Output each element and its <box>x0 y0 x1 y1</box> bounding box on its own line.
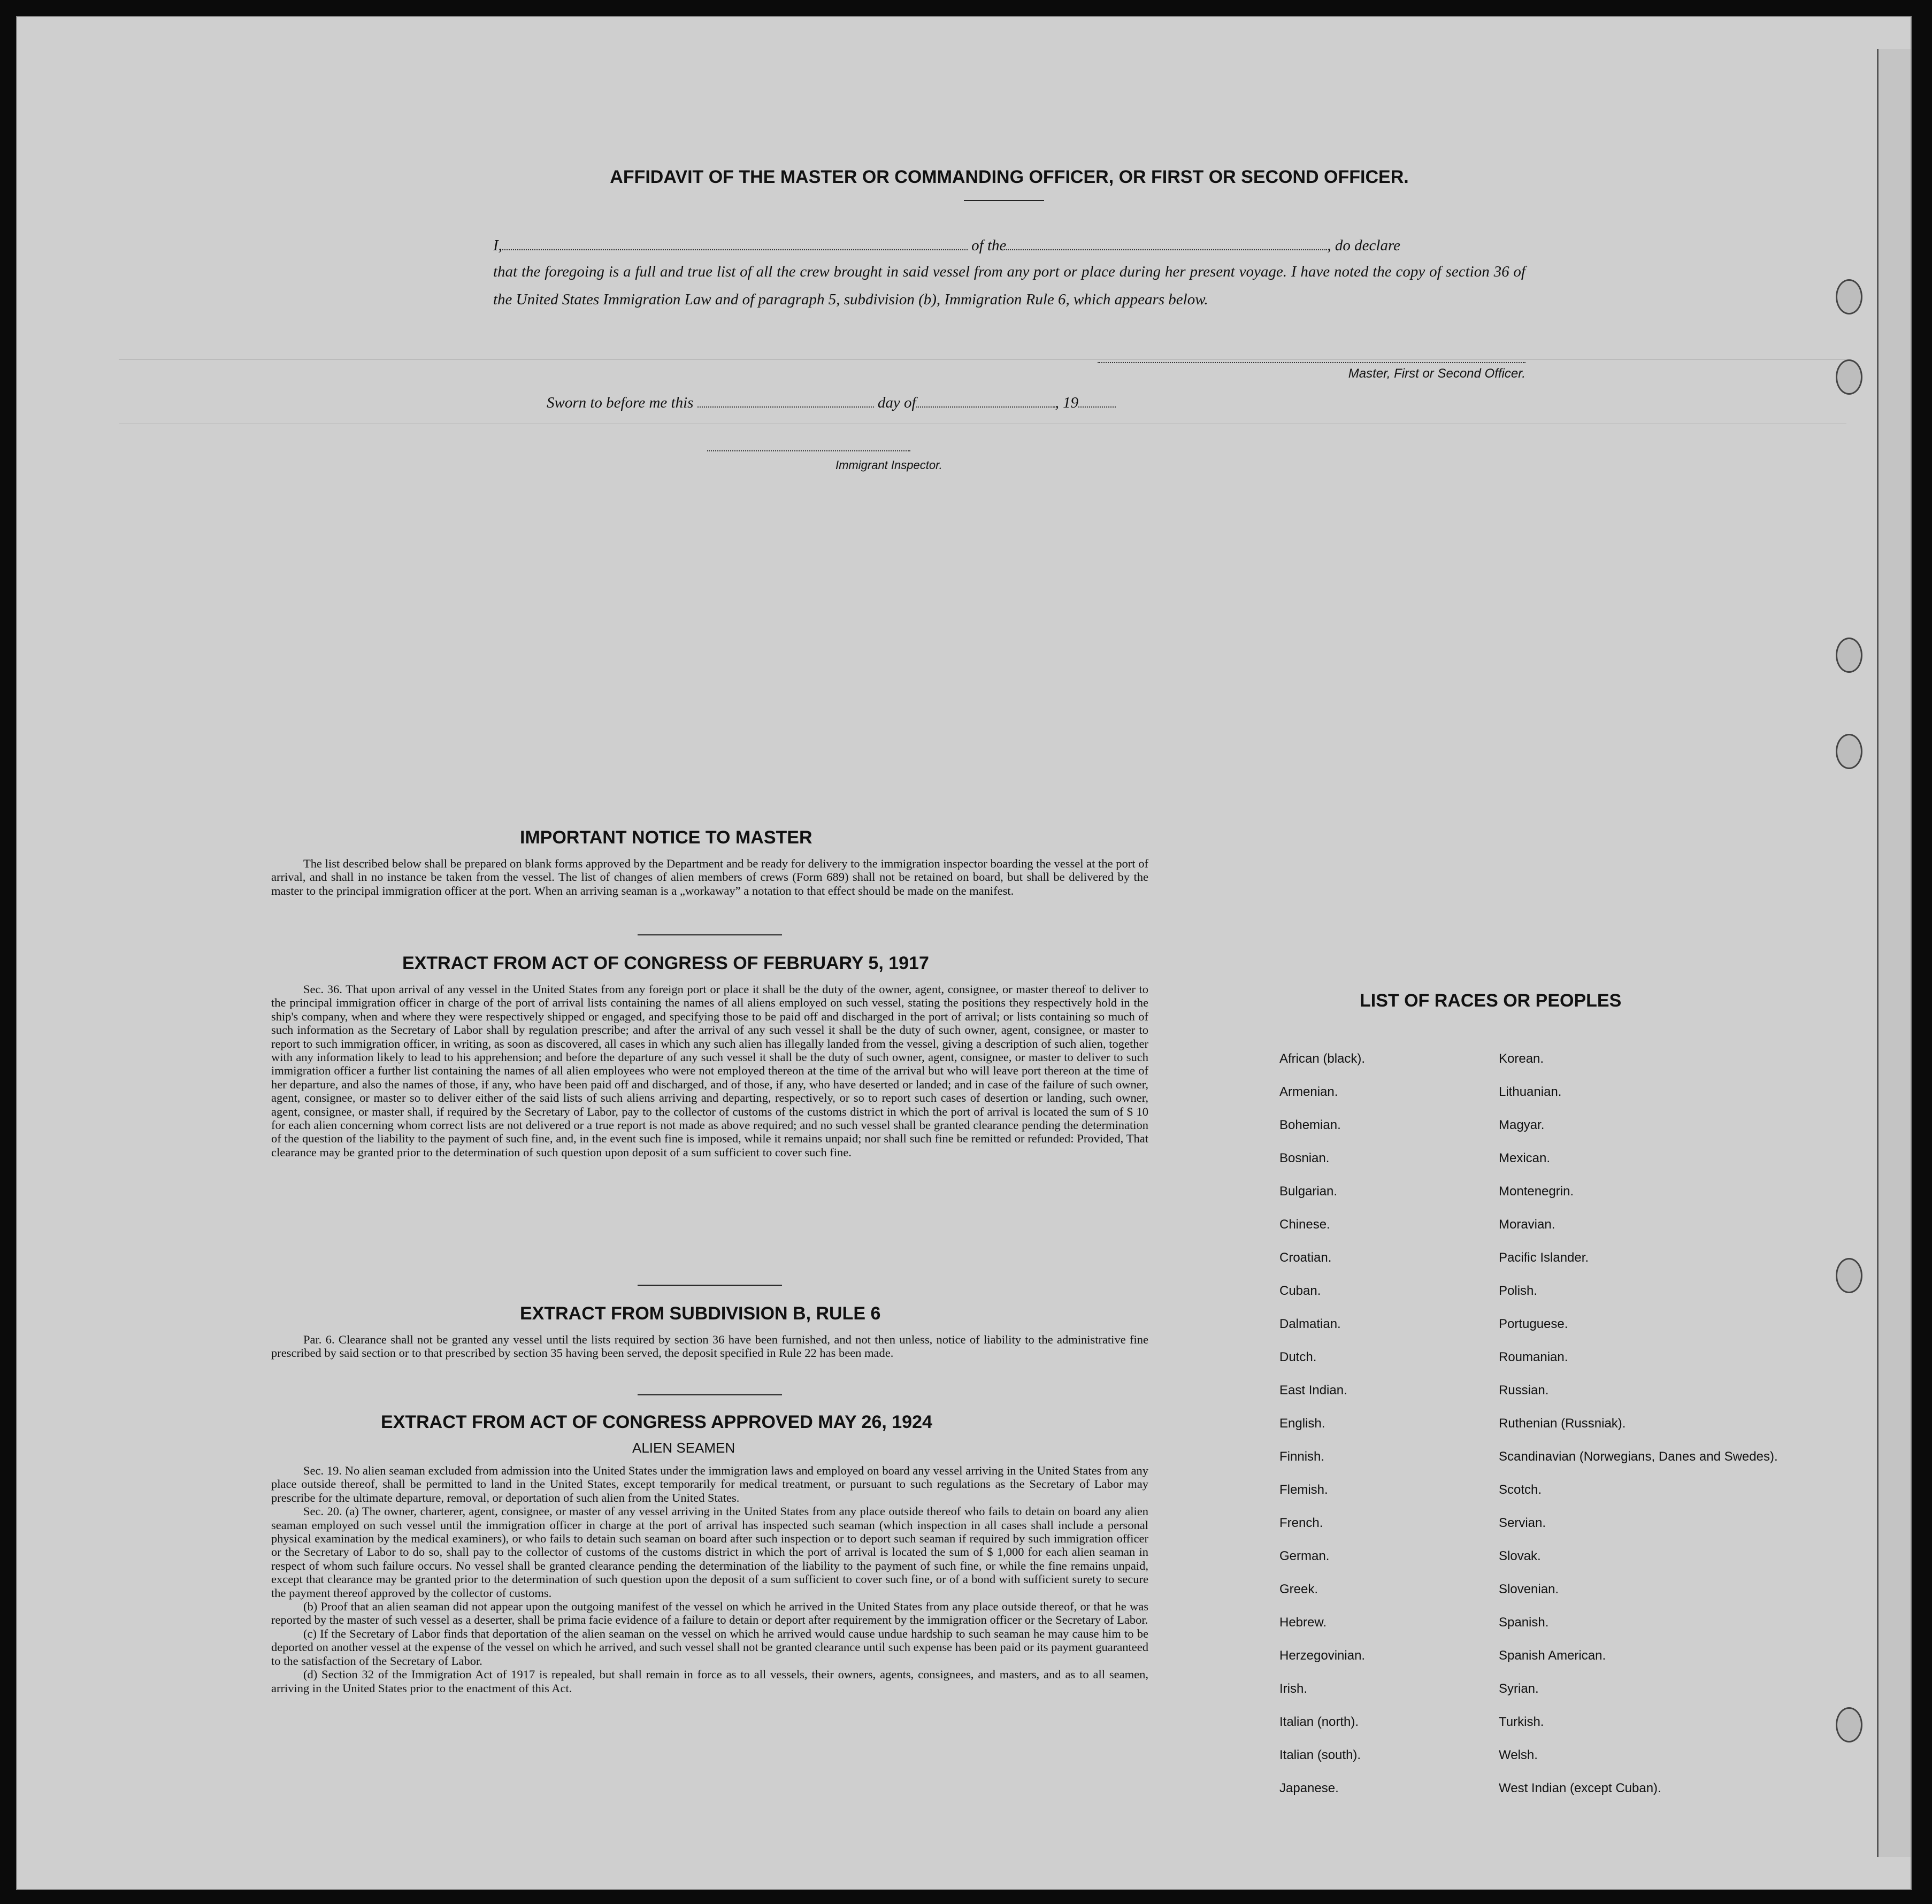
race-item: Hebrew. <box>1279 1615 1327 1630</box>
page-edge <box>1877 49 1911 1857</box>
section-rule <box>638 934 782 935</box>
sworn-year-blank[interactable] <box>1078 395 1116 408</box>
ghost-rule <box>119 359 1846 360</box>
title-rule <box>964 200 1044 201</box>
race-item: Mexican. <box>1499 1151 1551 1165</box>
rule-6-body <box>271 1333 1148 1360</box>
races-right-column <box>1499 1052 1778 1815</box>
race-item: Moravian. <box>1499 1217 1555 1232</box>
inspector-label: Immigrant Inspector. <box>835 458 942 472</box>
race-item: French. <box>1279 1516 1323 1530</box>
declaration-of-the: of the <box>971 237 1007 254</box>
declaration-do-declare: , do declare <box>1327 237 1401 254</box>
sworn-month-blank[interactable] <box>916 395 1055 408</box>
sec-19-paragraph: Sec. 19. No alien seaman excluded from admission into the United States under the immigration laws and employed on board any vessel arriving in the United States from any place outside thereof, shall be permitted to land in the United States, except temporarily for medical treatment, or pursuant to such regulations as the Secretary of Labor may prescribe for the ultimate departure, removal, or deportation of such alien from the United States. <box>271 1464 1148 1504</box>
sec-20a-paragraph: Sec. 20. (a) The owner, charterer, agent, consignee, or master of any vessel arriving in the United States from any place outside thereof who fails to detain on board any alien seaman employed on such vessel until the immigration officer in charge at the port of arrival has inspected such seaman (which inspection in all cases shall include a personal physical examination by the medical examiners), or who fails to detain such seaman on board after such inspection or to deport such seaman if required by such immigration officer or the Secretary of Labor to do so, shall pay to the collector of customs of the customs district in which the port of arrival is located the sum of $ 1,000 for each alien seaman in respect of whom such failure occurs. No vessel shall be granted clearance pending the determination of the liability to the payment of such fine, or while the fine remains unpaid, except that clearance may be granted prior to the determination of such question upon the deposit of a sum sufficient to cover such fine, or of a bond with sufficient surety to secure the payment thereof approved by the collector of customs. <box>271 1504 1148 1600</box>
sworn-day-of: day of <box>877 394 916 411</box>
punch-hole <box>1836 1258 1862 1293</box>
race-item: Turkish. <box>1499 1715 1544 1729</box>
race-item: Japanese. <box>1279 1781 1339 1795</box>
race-item: Montenegrin. <box>1499 1184 1574 1199</box>
rule-6-title: EXTRACT FROM SUBDIVISION B, RULE 6 <box>520 1303 881 1324</box>
extract-1917-body <box>271 982 1148 1159</box>
race-item: Spanish American. <box>1499 1648 1606 1663</box>
race-item: Scotch. <box>1499 1483 1542 1497</box>
race-item: Slovenian. <box>1499 1582 1559 1596</box>
extract-1924-body <box>271 1464 1148 1695</box>
name-blank[interactable] <box>502 237 968 250</box>
race-item: Dalmatian. <box>1279 1317 1341 1331</box>
alien-seamen-subtitle: ALIEN SEAMEN <box>632 1440 735 1456</box>
notice-paragraph: The list described below shall be prepared on blank forms approved by the Department and be ready for delivery to the immigration inspector boarding the vessel at the port of arrival, and shall in no instance be taken from the vessel. The list of changes of alien members of crews (Form 689) shall not be retained on board, but shall be delivered by the master to the principal immigration officer at the port. When an arriving seaman is a „workaway” a notation to that effect should be made on the manifest. <box>271 857 1148 897</box>
race-item: Ruthenian (Russniak). <box>1499 1416 1626 1431</box>
race-item: Flemish. <box>1279 1483 1328 1497</box>
race-item: Portuguese. <box>1499 1317 1568 1331</box>
sec-20d-paragraph: (d) Section 32 of the Immigration Act of 1917 is repealed, but shall remain in force as to all vessels, their owners, agents, consignees, and masters, and as to all seamen, arriving in the United States prior to the enactment of this Act. <box>271 1668 1148 1695</box>
race-item: Greek. <box>1279 1582 1318 1596</box>
punch-hole <box>1836 734 1862 769</box>
race-item: Magyar. <box>1499 1118 1545 1132</box>
affidavit-body: that the foregoing is a full and true list of all the crew brought in said vessel from any port or place during her present voyage. I have noted the copy of section 36 of the United States Immigration Law and of paragraph 5, subdivision (b), Immigration Rule 6, which appears below. <box>493 263 1525 308</box>
punch-hole <box>1836 359 1862 395</box>
notice-title: IMPORTANT NOTICE TO MASTER <box>520 827 812 848</box>
extract-1917-paragraph: Sec. 36. That upon arrival of any vessel in the United States from any foreign port or place it shall be the duty of the owner, agent, consignee, or master thereof to deliver to the principal immigration officer in charge of the port of arrival lists containing the names of all aliens employed on such vessel, stating the positions they respectively hold in the ship's company, when and where they were respectively shipped or engaged, and specifying those to be paid off and discharged in the port of arrival; or lists containing so much of such information as the Secretary of Labor shall by regulation prescribe; and after the arrival of any such vessel it shall be the duty of such owner, agent, consignee, or master to report to such immigration officer, in writing, as soon as discovered, all cases in which any such alien has illegally landed from the vessel, giving a description of such alien, together with any information likely to lead to his apprehension; and before the departure of any such vessel it shall be the duty of such owner, agent, consignee, or master to deliver to such immigration officer a further list containing the names of all alien employees who were not employed thereon at the time of the arrival but who will leave port thereon at the time of her departure, and also the names of those, if any, who have been paid off and discharged, and of those, if any, who have deserted or landed; and in case of the failure of such owner, agent, consignee, or master so to deliver either of the said lists of such aliens arriving and departing, respectively, or so to report such cases of desertion or landing, such owner, agent, consignee, or master shall, if required by the Secretary of Labor, pay to the collector of customs of the customs district in which the port of arrival is located the sum of $ 10 for each alien concerning whom correct lists are not delivered or a true report is not made as above required; and no such vessel shall be granted clearance pending the determination of the question of the liability to the payment of such fine, and, in the event such fine is imposed, while it remains unpaid; nor shall such fine be remitted or refunded: Provided, That clearance may be granted prior to the determination of such question upon deposit of a sum sufficient to cover such fine. <box>271 982 1148 1159</box>
race-item: Finnish. <box>1279 1449 1325 1464</box>
race-item: Armenian. <box>1279 1085 1338 1099</box>
notice-body <box>271 857 1148 897</box>
declaration-i: I, <box>493 237 502 254</box>
section-rule <box>638 1394 782 1395</box>
race-item: Herzegovinian. <box>1279 1648 1366 1663</box>
race-item: Irish. <box>1279 1682 1308 1696</box>
sworn-year: , 19 <box>1055 394 1079 411</box>
punch-hole <box>1836 279 1862 314</box>
race-item: Slovak. <box>1499 1549 1541 1563</box>
punch-hole <box>1836 638 1862 673</box>
punch-hole <box>1836 1707 1862 1742</box>
sworn-line <box>547 394 1116 412</box>
race-item: Syrian. <box>1499 1682 1539 1696</box>
extract-1917-title: EXTRACT FROM ACT OF CONGRESS OF FEBRUARY 5, 1917 <box>402 953 929 973</box>
signature-line[interactable]: Master, First or Second Officer. <box>1098 362 1525 381</box>
race-item: Chinese. <box>1279 1217 1330 1232</box>
races-left-column <box>1279 1052 1365 1815</box>
race-item: Bosnian. <box>1279 1151 1330 1165</box>
race-item: Roumanian. <box>1499 1350 1568 1364</box>
race-item: German. <box>1279 1549 1330 1563</box>
document-sheet <box>16 16 1912 1890</box>
section-rule <box>638 1285 782 1286</box>
declaration-line <box>493 236 1525 255</box>
race-item: Spanish. <box>1499 1615 1549 1630</box>
race-item: Pacific Islander. <box>1499 1250 1589 1265</box>
race-item: English. <box>1279 1416 1325 1431</box>
race-item: African (black). <box>1279 1051 1366 1066</box>
extract-1924-title: EXTRACT FROM ACT OF CONGRESS APPROVED MAY 26, 1924 <box>381 1412 932 1432</box>
race-item: Bohemian. <box>1279 1118 1341 1132</box>
sworn-day-blank[interactable] <box>697 395 874 408</box>
race-item: Korean. <box>1499 1051 1544 1066</box>
race-item: Scandinavian (Norwegians, Danes and Swedes). <box>1499 1449 1778 1464</box>
race-item: Servian. <box>1499 1516 1546 1530</box>
race-item: Dutch. <box>1279 1350 1317 1364</box>
rule-6-paragraph: Par. 6. Clearance shall not be granted any vessel until the lists required by section 36 have been furnished, and not then unless, notice of liability to the administrative fine prescribed by said section or to that prescribed by section 35 having been served, the deposit specified in Rule 22 has been made. <box>271 1333 1148 1360</box>
sec-20b-paragraph: (b) Proof that an alien seaman did not appear upon the outgoing manifest of the vessel on which he arrived in the United States from any place outside thereof, or that he was reported by the master of such vessel as a deserter, shall be prima facie evidence of a failure to detain or deport after requirement by the immigration officer or the Secretary of Labor. <box>271 1600 1148 1627</box>
vessel-blank[interactable] <box>1006 237 1327 250</box>
race-item: Italian (south). <box>1279 1748 1361 1762</box>
race-item: Russian. <box>1499 1383 1549 1398</box>
race-item: Cuban. <box>1279 1284 1321 1298</box>
sec-20c-paragraph: (c) If the Secretary of Labor finds that deportation of the alien seaman on the vessel on which he arrived would cause undue hardship to such seaman he may cause him to be deported on another vessel at the expense of the vessel on which he arrived, and such vessel shall not be granted clearance until such expense has been paid or its payment guaranteed to the satisfaction of the Secretary of Labor. <box>271 1626 1148 1668</box>
inspector-signature-line[interactable] <box>707 450 910 451</box>
sworn-label: Sworn to before me this <box>547 394 694 411</box>
race-item: Welsh. <box>1499 1748 1538 1762</box>
affidavit-title: AFFIDAVIT OF THE MASTER OR COMMANDING OFFICER, OR FIRST OR SECOND OFFICER. <box>610 167 1409 187</box>
race-item: Lithuanian. <box>1499 1085 1562 1099</box>
race-item: Italian (north). <box>1279 1715 1359 1729</box>
race-item: West Indian (except Cuban). <box>1499 1781 1661 1795</box>
race-item: East Indian. <box>1279 1383 1347 1398</box>
race-item: Bulgarian. <box>1279 1184 1338 1199</box>
race-item: Polish. <box>1499 1284 1538 1298</box>
race-item: Croatian. <box>1279 1250 1332 1265</box>
races-title: LIST OF RACES OR PEOPLES <box>1360 991 1622 1011</box>
